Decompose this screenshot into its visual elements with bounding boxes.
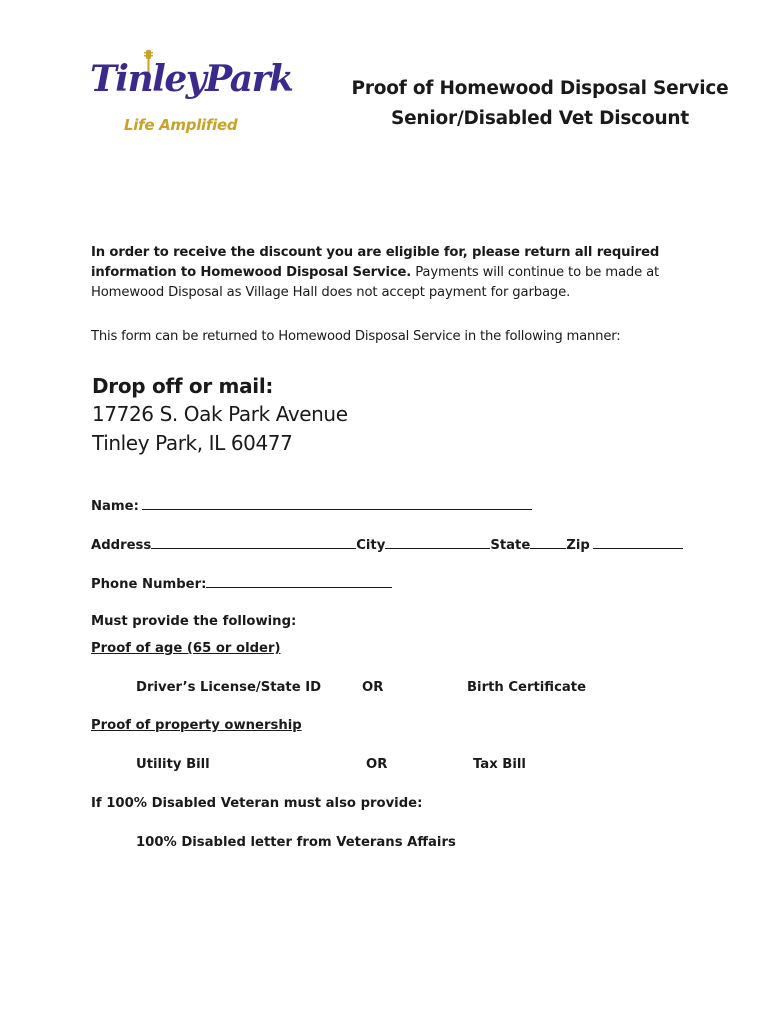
phone-field-row — [91, 574, 392, 592]
property-option-1: Utility Bill — [136, 757, 210, 772]
name-label: Name: — [91, 499, 139, 514]
logo-wordmark: TinleyPark — [90, 58, 293, 100]
address-label: Address — [91, 538, 152, 553]
intro-bold-text: In order to receive the discount you are eligible for, please return all required information to Homewood Disposal Service. — [91, 245, 660, 280]
return-manner-text: This form can be returned to Homewood Disposal Service in the following manner: — [91, 329, 621, 344]
intro-paragraph — [91, 243, 661, 303]
veteran-title: If 100% Disabled Veteran must also provide: — [91, 796, 423, 811]
address-field-row — [91, 535, 683, 553]
state-line[interactable] — [530, 535, 566, 549]
proof-of-age-title: Proof of age (65 or older) — [91, 641, 281, 656]
name-line[interactable] — [142, 496, 532, 510]
veteran-item: 100% Disabled letter from Veterans Affairs — [136, 835, 456, 850]
phone-line[interactable] — [206, 574, 392, 588]
address-line-2: Tinley Park, IL 60477 — [92, 431, 293, 455]
age-or: OR — [362, 680, 384, 695]
tinley-park-logo — [88, 50, 293, 142]
state-label: State — [490, 538, 531, 553]
requirements-heading: Must provide the following: — [91, 614, 297, 629]
address-line-1: 17726 S. Oak Park Avenue — [92, 402, 348, 426]
property-option-2: Tax Bill — [473, 757, 526, 772]
property-or: OR — [366, 757, 388, 772]
title-line-2: Senior/Disabled Vet Discount — [390, 108, 690, 129]
title-line-1: Proof of Homewood Disposal Service — [351, 78, 729, 99]
city-line[interactable] — [385, 535, 490, 549]
proof-of-property-title: Proof of property ownership — [91, 718, 302, 733]
name-field-row — [91, 496, 532, 514]
zip-label: Zip — [566, 538, 590, 553]
logo-tagline: Life Amplified — [124, 116, 238, 134]
zip-line[interactable] — [593, 535, 683, 549]
age-option-2: Birth Certificate — [467, 680, 587, 695]
phone-label: Phone Number: — [91, 577, 207, 592]
age-option-1: Driver’s License/State ID — [136, 680, 322, 695]
drop-off-heading: Drop off or mail: — [92, 374, 274, 398]
city-label: City — [356, 538, 386, 553]
document-title — [330, 74, 750, 134]
address-line[interactable] — [151, 535, 356, 549]
intro-regular-text: Payments will continue to be made at Homewood Disposal as Village Hall does not accept payment for garbage. — [91, 265, 660, 300]
